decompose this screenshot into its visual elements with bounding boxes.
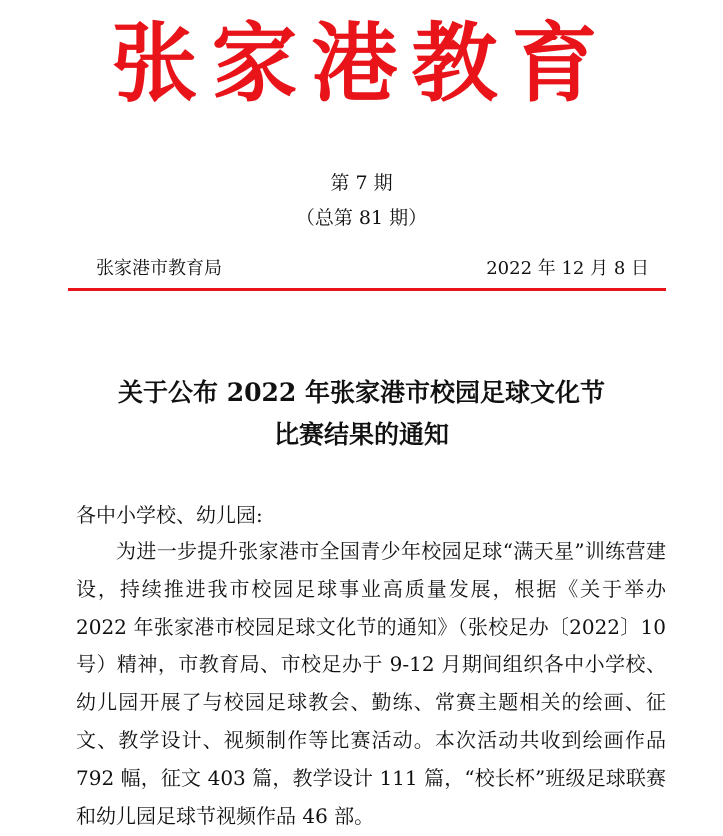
document-title-line-2: 比赛结果的通知 (273, 420, 449, 449)
body-paragraph: 为进一步提升张家港市全国青少年校园足球“满天星”训练营建设，持续推进我市校园足球事业高质量发展，根据《关于举办 2022 年张家港市校园足球文化节的通知》（张校足办〔2022〕10 号）精神，市教育局、市校足办于 9-12 月期间组织各中小学校、幼儿园开展了与校园足球教会、勤练、常赛主题相关的绘画、征文、教学设计、视频制作等比赛活动。本次活动共收到绘画作品 792 幅，征文 403 篇，教学设计 111 篇，“校长杯”班级足球联赛和幼儿园足球节视频作品 46 部。 (76, 539, 666, 828)
issuer-name: 张家港市教育局 (96, 258, 222, 279)
red-divider (68, 288, 666, 291)
issue-number: 第 7 期 (330, 172, 393, 194)
issue-total-number: （总第 81 期） (295, 207, 428, 229)
salutation: 各中小学校、幼儿园: (76, 503, 263, 527)
issue-date: 2022 年 12 月 8 日 (486, 258, 649, 279)
masthead-title: 张家港教育 (111, 14, 612, 114)
document-title-line-1: 关于公布 2022 年张家港市校园足球文化节 (118, 378, 605, 407)
document-title (40, 372, 683, 456)
